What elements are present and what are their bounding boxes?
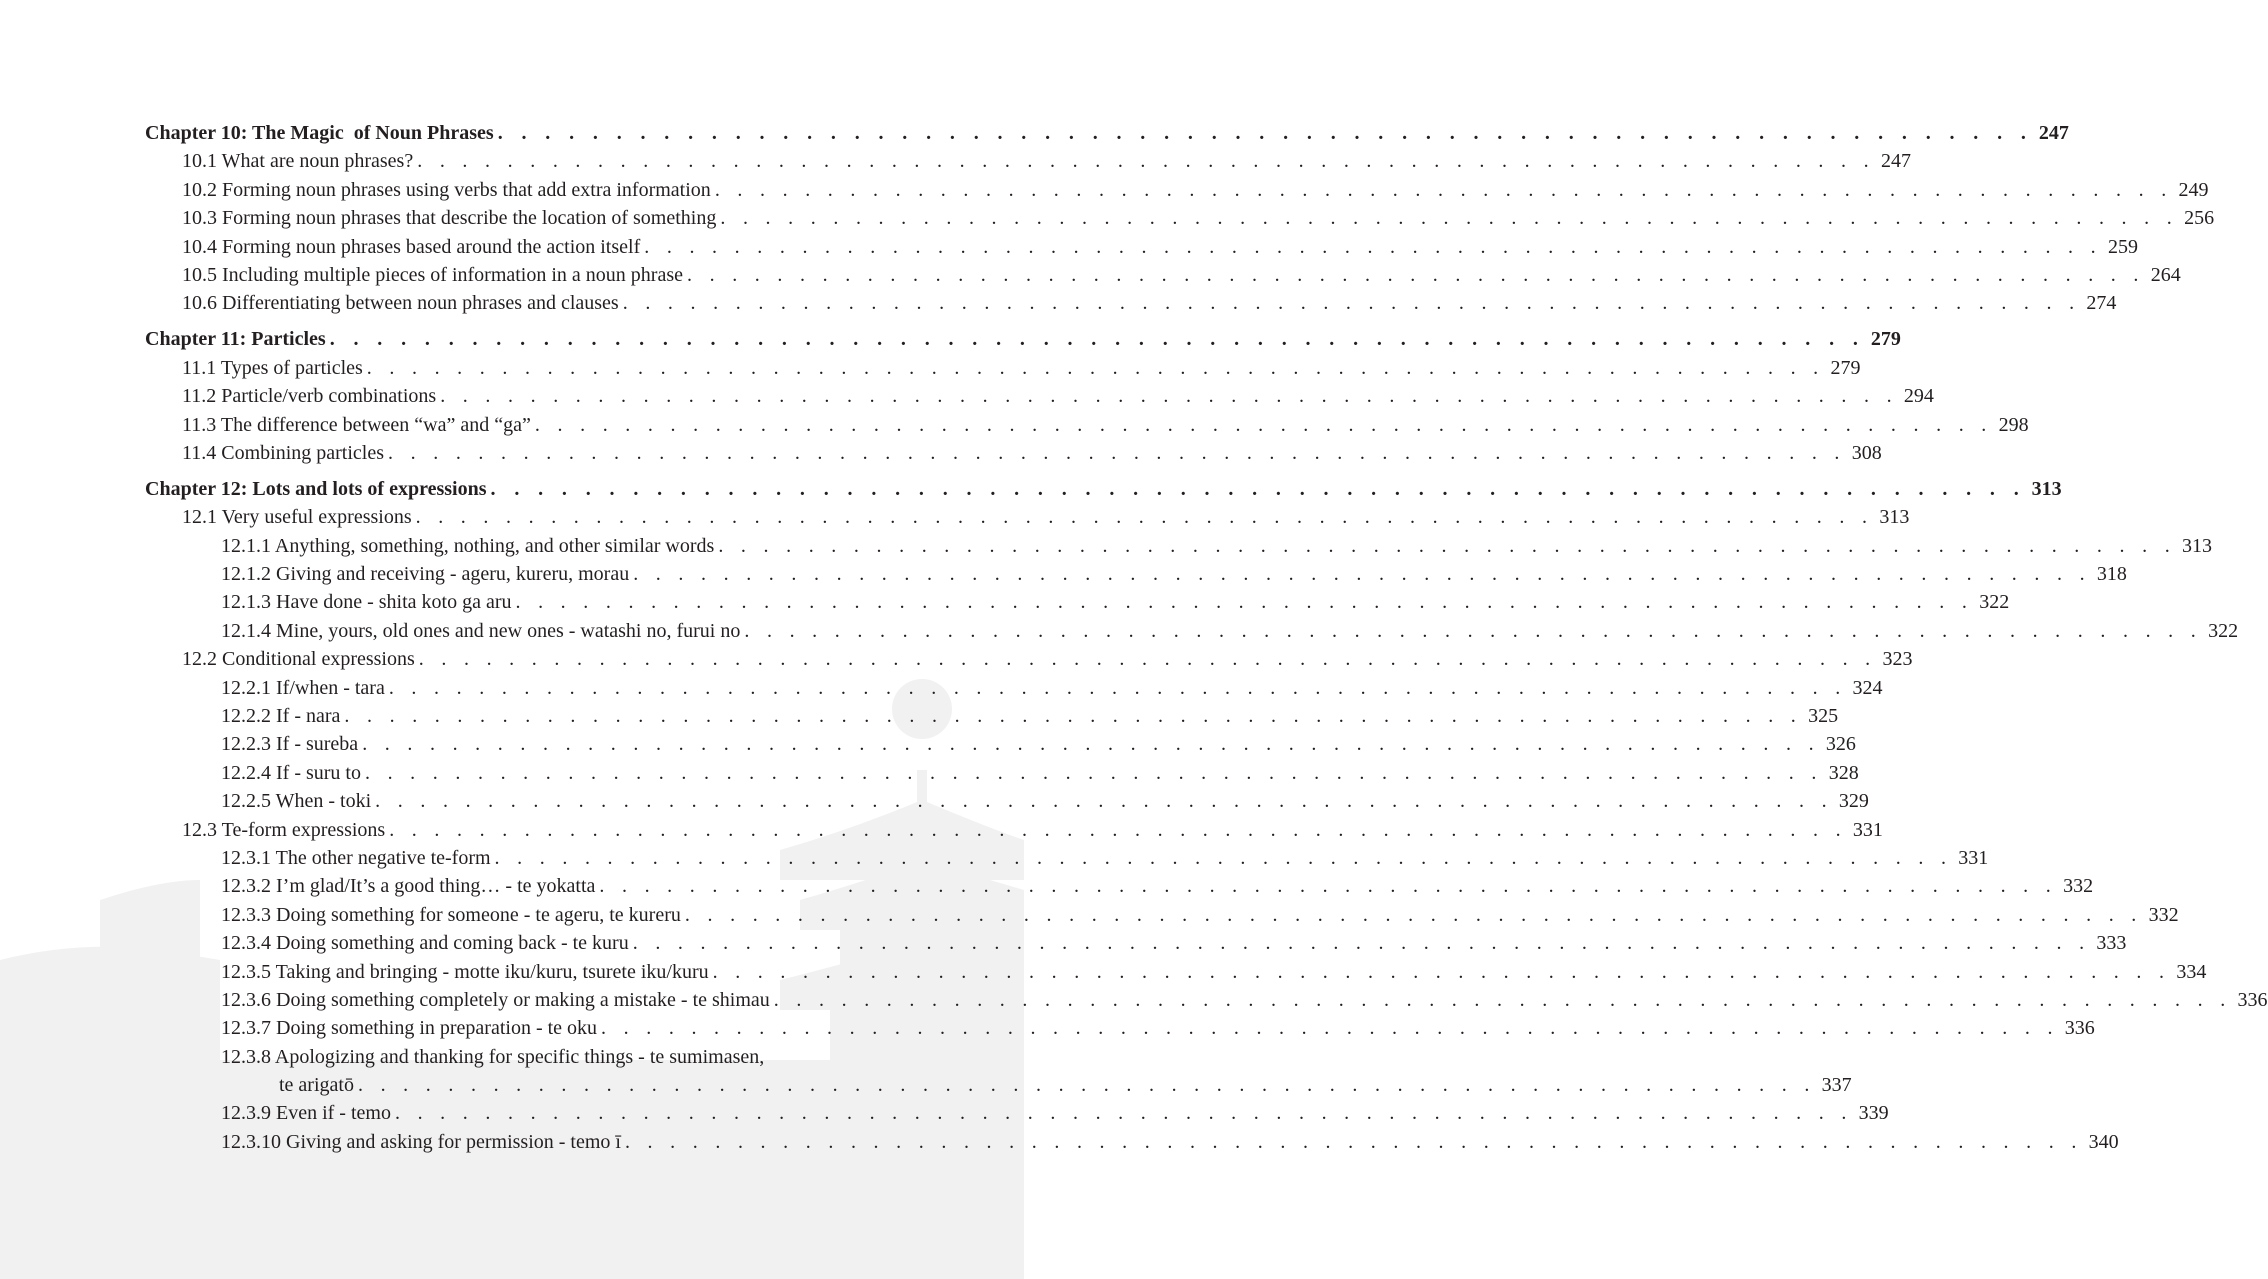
toc-leader-dots: . . . . . . . . . . . . . . . . . . . . . . . . . . . . . . . . . . . . . . . . . . . . . . . . . . . . . . . . . . . . . . . . . (389, 818, 1847, 841)
toc-entry-title: 10.1 What are noun phrases? (182, 150, 414, 173)
toc-leader-dots: . . . . . . . . . . . . . . . . . . . . . . . . . . . . . . . . . . . . . . . . . . . . . . . . . . . . . . . . . . . . . . . . . (388, 441, 1846, 464)
toc-entry-section[interactable] (145, 261, 2181, 289)
toc-entry-subsection[interactable] (145, 929, 2127, 957)
toc-entry-section[interactable] (145, 147, 1911, 175)
toc-page-number: 256 (2184, 207, 2215, 230)
toc-page-number: 331 (1958, 846, 1989, 869)
toc-entry-title: 12.1.3 Have done - shita koto ga aru (221, 591, 512, 614)
toc-entry-subsection[interactable] (145, 617, 2239, 645)
toc-page-number: 329 (1838, 790, 1869, 813)
toc-entry-title: 12.3.9 Even if - temo (221, 1102, 391, 1125)
toc-leader-dots: . . . . . . . . . . . . . . . . . . . . . . . . . . . . . . . . . . . . . . . . . . . . . . . . . . . . . . . . . . . . . . . . . (357, 1074, 1816, 1097)
toc-entry-subsection[interactable] (145, 787, 1869, 815)
toc-entry-section[interactable] (145, 503, 1910, 531)
toc-entry-title: 10.4 Forming noun phrases based around the action itself (182, 235, 641, 258)
toc-entry-title: 12.2.2 If - nara (221, 705, 341, 727)
toc-page-number: 333 (2096, 932, 2127, 955)
toc-page-number: 339 (1858, 1102, 1889, 1125)
toc-entry-title: 12.2.3 If - sureba (221, 733, 359, 756)
toc-entry-section[interactable] (145, 816, 1883, 844)
toc-entry-section[interactable] (145, 204, 2215, 232)
toc-leader-dots: . . . . . . . . . . . . . . . . . . . . . . . . . . . . . . . . . . . . . . . . . . . . . . . . . . . . . . . . . . . . . . . . . (714, 178, 2173, 201)
toc-leader-dots: . . . . . . . . . . . . . . . . . . . . . . . . . . . . . . . . . . . . . . . . . . . . . . . . . . . . . . . . . . . . . . . . . (366, 356, 1825, 379)
toc-entry-subsection[interactable] (145, 1014, 2095, 1042)
toc-leader-dots: . . . . . . . . . . . . . . . . . . . . . . . . . . . . . . . . . . . . . . . . . . . . . . . . . . . . . . . . . . . . . . . . . (394, 1102, 1853, 1125)
toc-entry-subsection[interactable] (145, 872, 2094, 900)
toc-entry-subsection[interactable] (145, 1128, 2119, 1156)
toc-page-number: 298 (1998, 413, 2029, 436)
toc-leader-dots: . . . . . . . . . . . . . . . . . . . . . . . . . . . . . . . . . . . . . . . . . . . . . . . . . . . . . . . . . . . . . . . . . (687, 263, 2145, 286)
toc-leader-dots: . . . . . . . . . . . . . . . . . . . . . . . . . . . . . . . . . . . . . . . . . . . . . . . . . . . . . . . . . . . . . . . . . (601, 1017, 2059, 1040)
toc-entry-subsection[interactable] (145, 1043, 880, 1071)
toc-entry-title: 12.2 Conditional expressions (182, 648, 415, 671)
toc-leader-dots: . . . . . . . . . . . . . . . . . . . . . . . . . . . . . . . . . . . . . . . . . . . . . . . . . . . . . . . . . . . . . . . . . (720, 207, 2179, 230)
toc-page-number: 323 (1882, 648, 1913, 671)
toc-leader-dots: . . . . . . . . . . . . . . . . . . . . . . . . . . . . . . . . . . . . . . . . . . . . . . . . . . . . . . . . . . . . . . . . . (375, 790, 1833, 813)
toc-page-number: 318 (2096, 563, 2127, 586)
toc-leader-dots: . . . . . . . . . . . . . . . . . . . . . . . . . . . . . . . . . . . . . . . . . . . . . . . . . . . . . . . . . . . . . . . . . (712, 960, 2171, 983)
toc-page-number: 247 (2038, 122, 2069, 144)
toc-entry-section[interactable] (145, 439, 1882, 467)
toc-leader-dots: . . . . . . . . . . . . . . . . . . . . . . . . . . . . . . . . . . . . . . . . . . . . . . . . . . . . . . . . . . . . . . . . . (494, 846, 1953, 869)
toc-entry-title: 11.3 The difference between “wa” and “ga” (182, 413, 531, 436)
toc-leader-dots: . . . . . . . . . . . . . . . . . . . . . . . . . . . . . . . . . . . . . . . . . . . . . . . . . . . . . . . . . . . . . . . . . (388, 676, 1847, 699)
toc-page-number: 313 (2031, 477, 2062, 500)
toc-page-number: 340 (2088, 1130, 2119, 1153)
toc-page-number: 279 (1870, 328, 1901, 351)
toc-entry-title: 12.3.8 Apologizing and thanking for specific things - te sumimasen, (221, 1045, 765, 1068)
toc-page-number: 325 (1808, 705, 1839, 727)
toc-entry-subsection[interactable] (145, 674, 1883, 702)
toc-entry-title: 12.3.2 I’m glad/It’s a good thing… - te yokatta (221, 875, 596, 898)
toc-leader-dots: . . . . . . . . . . . . . . . . . . . . . . . . . . . . . . . . . . . . . . . . . . . . . . . . . . . . . . . . . . . . . . . . . (684, 903, 2143, 926)
toc-leader-dots: . . . . . . . . . . . . . . . . . . . . . . . . . . . . . . . . . . . . . . . . . . . . . . . . . . . . . . . . . . . . . . . . . (415, 506, 1874, 529)
toc-entry-title: 12.3.1 The other negative te-form (221, 846, 491, 869)
toc-entry-section[interactable] (145, 382, 1934, 410)
toc-entry-subsection[interactable] (145, 730, 1856, 758)
toc-entry-subsection[interactable] (145, 844, 1989, 872)
toc-entry-title: 12.2.1 If/when - tara (221, 676, 385, 699)
toc-page-number: 331 (1852, 818, 1883, 841)
toc-page-number: 279 (1830, 356, 1861, 379)
toc-leader-dots: . . . . . . . . . . . . . . . . . . . . . . . . . . . . . . . . . . . . . . . . . . . . . . . . . . . . . . . . . . . . . . . . . (497, 122, 2033, 144)
toc-entry-subsection[interactable] (145, 958, 2207, 986)
table-of-contents (145, 119, 2268, 1156)
toc-entry-chapter[interactable] (145, 475, 2062, 503)
toc-page-number: 264 (2150, 263, 2181, 286)
toc-leader-dots: . . . . . . . . . . . . . . . . . . . . . . . . . . . . . . . . . . . . . . . . . . . . . . . . . . . . . . . . . . . . . . . . . (632, 932, 2091, 955)
toc-leader-dots: . . . . . . . . . . . . . . . . . . . . . . . . . . . . . . . . . . . . . . . . . . . . . . . . . . . . . . . . . . . . . . . . . (364, 761, 1823, 784)
toc-entry-title: 12.2.4 If - suru to (221, 761, 361, 784)
toc-entry-title: 10.2 Forming noun phrases using verbs that add extra information (182, 178, 711, 201)
toc-entry-title: 12.3.3 Doing something for someone - te ageru, te kureru (221, 903, 681, 926)
toc-page-number: 313 (1879, 506, 1910, 529)
toc-entry-title: 11.4 Combining particles (182, 441, 385, 464)
toc-entry-section[interactable] (145, 411, 2029, 439)
toc-leader-dots: . . . . . . . . . . . . . . . . . . . . . . . . . . . . . . . . . . . . . . . . . . . . . . . . . . . . . . . . . . . . . . . . . (718, 534, 2177, 557)
toc-entry-title: 12.1.2 Giving and receiving - ageru, kureru, morau (221, 563, 630, 586)
toc-page-number: 249 (2178, 178, 2209, 201)
toc-page-number: 332 (2063, 875, 2094, 898)
toc-entry-section[interactable] (145, 354, 1861, 382)
toc-entry-title: 12.1.1 Anything, something, nothing, and other similar words (221, 534, 715, 557)
toc-page-number: 322 (2208, 619, 2239, 642)
toc-leader-dots: . . . . . . . . . . . . . . . . . . . . . . . . . . . . . . . . . . . . . . . . . . . . . . . . . . . . . . . . . . . . . . . . . (362, 733, 1820, 756)
toc-entry-title: 12.1.4 Mine, yours, old ones and new ones - watashi no, furui no (221, 619, 741, 642)
toc-entry-title: 12.3.4 Doing something and coming back - te kuru (221, 932, 629, 955)
toc-entry-section[interactable] (145, 233, 2138, 261)
toc-entry-title: 11.1 Types of particles (182, 356, 363, 379)
toc-entry-title: Chapter 10: The Magic of Noun Phrases (145, 122, 494, 144)
toc-leader-dots: . . . . . . . . . . . . . . . . . . . . . . . . . . . . . . . . . . . . . . . . . . . . . . . . . . . . . . . . . . . . . . . . . (344, 705, 1803, 727)
toc-page-number: 274 (2086, 292, 2117, 315)
toc-entry-subsection[interactable] (145, 986, 2268, 1014)
toc-page-number: 259 (2107, 235, 2138, 258)
toc-page-number: 324 (1852, 676, 1883, 699)
toc-entry-subsection[interactable] (145, 560, 2127, 588)
toc-entry-subsection[interactable] (145, 759, 1859, 787)
toc-page-number: 294 (1903, 385, 1934, 408)
toc-page-number: 322 (1979, 591, 2010, 614)
toc-entry-subsection[interactable] (145, 901, 2179, 929)
toc-entry-title: 12.3.6 Doing something completely or making a mistake - te shimau (221, 988, 770, 1011)
toc-entry-title: 12.1 Very useful expressions (182, 506, 412, 529)
toc-entry-title: Chapter 11: Particles (145, 328, 326, 351)
toc-leader-dots: . . . . . . . . . . . . . . . . . . . . . . . . . . . . . . . . . . . . . . . . . . . . . . . . . . . . . . . . . . . . . . . . . (440, 385, 1898, 408)
toc-leader-dots: . . . . . . . . . . . . . . . . . . . . . . . . . . . . . . . . . . . . . . . . . . . . . . . . . . . . . . . . . . . . . . . . . (417, 150, 1875, 173)
toc-entry-chapter[interactable] (145, 325, 1901, 353)
toc-leader-dots: . . . . . . . . . . . . . . . . . . . . . . . . . . . . . . . . . . . . . . . . . . . . . . . . . . . . . . . . . . . . . . . . . (624, 1130, 2083, 1153)
toc-leader-dots: . . . . . . . . . . . . . . . . . . . . . . . . . . . . . . . . . . . . . . . . . . . . . . . . . . . . . . . . . . . . . . . . . (622, 292, 2081, 315)
toc-page-number: 308 (1851, 441, 1882, 464)
toc-leader-dots: . . . . . . . . . . . . . . . . . . . . . . . . . . . . . . . . . . . . . . . . . . . . . . . . . . . . . . . . . . . . . . . . . (773, 988, 2232, 1011)
toc-entry-chapter[interactable] (145, 119, 2069, 147)
toc-entry-title: 10.3 Forming noun phrases that describe the location of something (182, 207, 717, 230)
toc-entry-subsection[interactable] (145, 1099, 1889, 1127)
toc-leader-dots: . . . . . . . . . . . . . . . . . . . . . . . . . . . . . . . . . . . . . . . . . . . . . . . . . . . . . . . . . . . . . . . . . (744, 619, 2203, 642)
toc-page-number: 326 (1825, 733, 1856, 756)
toc-entry-title: 12.3.7 Doing something in preparation - te oku (221, 1017, 598, 1040)
toc-entry-title: 12.3 Te-form expressions (182, 818, 386, 841)
toc-entry-continuation[interactable] (145, 1071, 1852, 1099)
toc-entry-section[interactable] (145, 176, 2209, 204)
toc-entry-title: 12.3.10 Giving and asking for permission - temo ī (221, 1130, 621, 1153)
toc-entry-title: 12.3.5 Taking and bringing - motte iku/kuru, tsurete iku/kuru (221, 960, 709, 983)
toc-entry-section[interactable] (145, 645, 1913, 673)
toc-page-number: 247 (1880, 150, 1911, 173)
toc-entry-title: 10.5 Including multiple pieces of information in a noun phrase (182, 263, 683, 286)
toc-page-number: 334 (2176, 960, 2207, 983)
toc-entry-title: 12.2.5 When - toki (221, 790, 372, 813)
toc-entry-section[interactable] (145, 289, 2117, 317)
toc-page-number: 313 (2182, 534, 2213, 557)
toc-entry-title: 11.2 Particle/verb combinations (182, 385, 437, 408)
toc-page-number: 332 (2148, 903, 2179, 926)
toc-leader-dots: . . . . . . . . . . . . . . . . . . . . . . . . . . . . . . . . . . . . . . . . . . . . . . . . . . . . . . . . . . . . . . . . . (418, 648, 1877, 671)
toc-entry-subsection[interactable] (145, 702, 1839, 730)
toc-entry-subsection[interactable] (145, 588, 2010, 616)
toc-leader-dots: . . . . . . . . . . . . . . . . . . . . . . . . . . . . . . . . . . . . . . . . . . . . . . . . . . . . . . . . . . . . . . . . . (644, 235, 2102, 258)
toc-leader-dots: . . . . . . . . . . . . . . . . . . . . . . . . . . . . . . . . . . . . . . . . . . . . . . . . . . . . . . . . . . . . . . . . . (515, 591, 1974, 614)
toc-leader-dots: . . . . . . . . . . . . . . . . . . . . . . . . . . . . . . . . . . . . . . . . . . . . . . . . . . . . . . . . . . . . . . . . . (490, 477, 2026, 500)
toc-page-number: 337 (1821, 1074, 1852, 1097)
toc-leader-dots: . . . . . . . . . . . . . . . . . . . . . . . . . . . . . . . . . . . . . . . . . . . . . . . . . . . . . . . . . . . . . . . . . (633, 563, 2091, 586)
toc-entry-title: te arigatō (279, 1074, 354, 1097)
toc-entry-title: 10.6 Differentiating between noun phrases and clauses (182, 292, 619, 315)
toc-leader-dots: . . . . . . . . . . . . . . . . . . . . . . . . . . . . . . . . . . . . . . . . . . . . . . . . . . . . . . . . . . . . . . . . . (599, 875, 2058, 898)
toc-page-number: 336 (2237, 988, 2268, 1011)
toc-page-number: 336 (2064, 1017, 2095, 1040)
toc-leader-dots: . . . . . . . . . . . . . . . . . . . . . . . . . . . . . . . . . . . . . . . . . . . . . . . . . . . . . . . . . . . . . . . . . (329, 328, 1865, 351)
toc-entry-title: Chapter 12: Lots and lots of expressions (145, 477, 487, 500)
toc-leader-dots: . . . . . . . . . . . . . . . . . . . . . . . . . . . . . . . . . . . . . . . . . . . . . . . . . . . . . . . . . . . . . . . . . (534, 413, 1993, 436)
toc-entry-subsection[interactable] (145, 532, 2213, 560)
toc-page-number: 328 (1828, 761, 1859, 784)
